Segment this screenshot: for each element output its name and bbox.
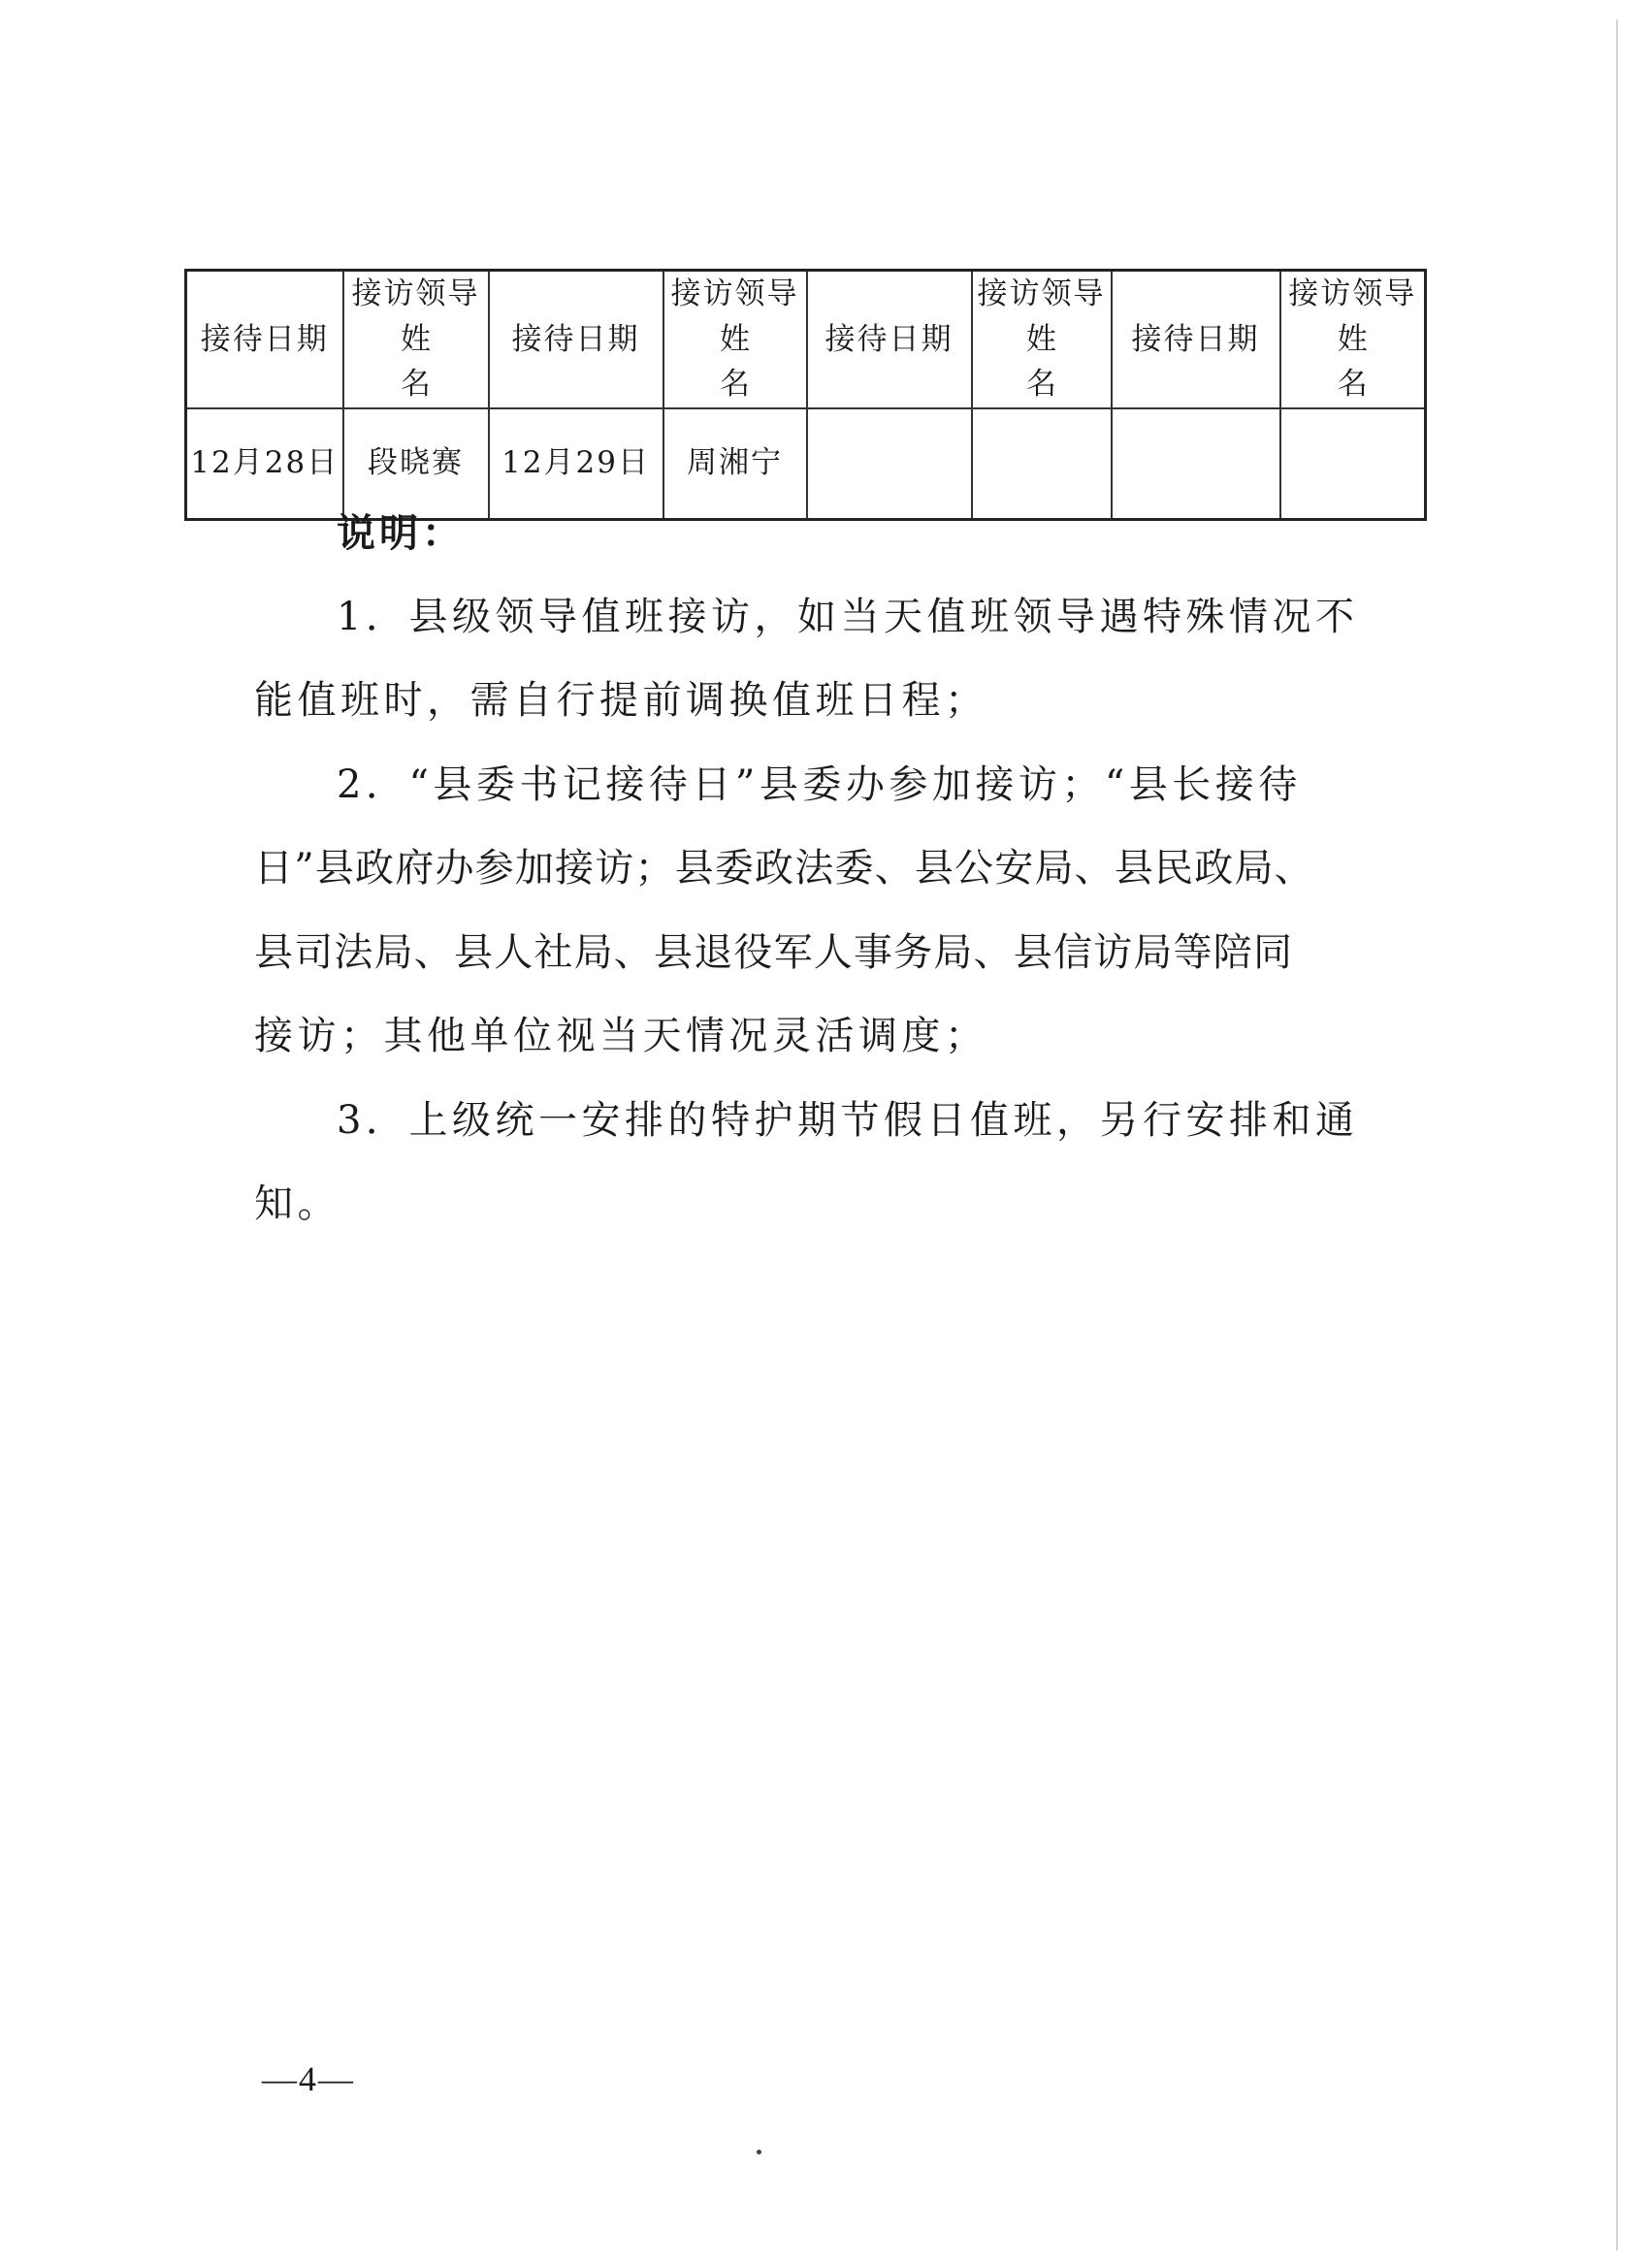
note-line: 3．上级统一安排的特护期节假日值班，另行安排和通 xyxy=(337,1098,1359,1143)
cell-leader-name xyxy=(1280,408,1426,520)
header-leader: 接访领导 姓 名 xyxy=(663,271,807,408)
cell-date xyxy=(807,408,972,520)
header-date: 接待日期 xyxy=(1112,271,1280,408)
scan-speck xyxy=(757,2150,761,2155)
cell-date: 12月29日 xyxy=(489,408,663,520)
table-header-row xyxy=(186,271,1426,408)
header-date: 接待日期 xyxy=(186,271,343,408)
header-leader: 接访领导 姓 名 xyxy=(1280,271,1426,408)
cell-date xyxy=(1112,408,1280,520)
scan-page-edge xyxy=(1616,19,1618,2251)
note-line: 能值班时，需自行提前调换值班日程； xyxy=(254,678,988,723)
notes-title: 说明： xyxy=(337,511,465,556)
header-leader: 接访领导 姓 名 xyxy=(972,271,1112,408)
note-line: 2．“县委书记接待日”县委办参加接访；“县长接待 xyxy=(337,762,1302,807)
note-line: 接访；其他单位视当天情况灵活调度； xyxy=(254,1014,988,1058)
cell-date: 12月28日 xyxy=(186,408,343,520)
note-line: 县司法局、县人社局、县退役军人事务局、县信访局等陪同 xyxy=(254,930,1294,975)
header-date: 接待日期 xyxy=(807,271,972,408)
page-number: —4— xyxy=(262,2059,355,2098)
note-line: 知。 xyxy=(254,1182,340,1226)
cell-leader-name: 段晓赛 xyxy=(343,408,489,520)
header-leader: 接访领导 姓 名 xyxy=(343,271,489,408)
note-line: 1．县级领导值班接访，如当天值班领导遇特殊情况不 xyxy=(337,595,1359,639)
header-date: 接待日期 xyxy=(489,271,663,408)
note-line: 日”县政府办参加接访；县委政法委、县公安局、县民政局、 xyxy=(254,846,1314,891)
cell-leader-name xyxy=(972,408,1112,520)
reception-schedule-table xyxy=(184,269,1427,521)
cell-leader-name: 周湘宁 xyxy=(663,408,807,520)
